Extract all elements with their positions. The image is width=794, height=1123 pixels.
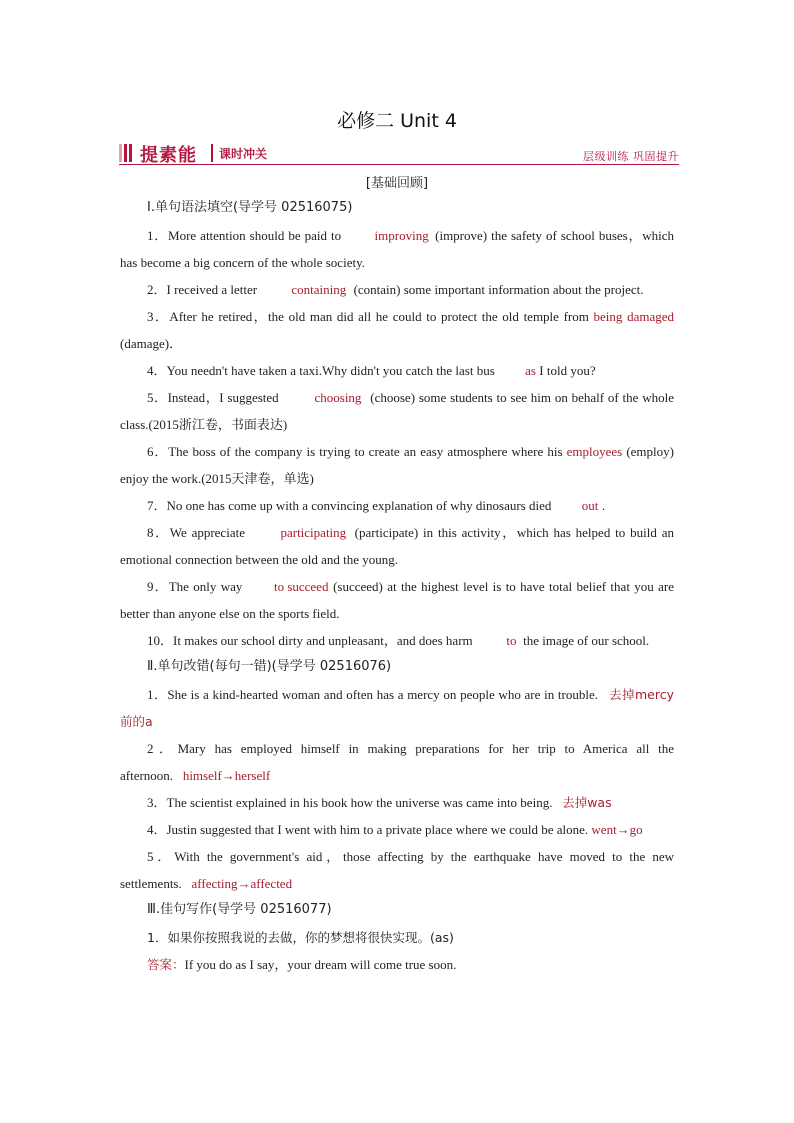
correction-answer: affecting→affected (191, 876, 293, 891)
part1-question-2: 2．I received a letter containing (contain) some important information about the project. (120, 276, 674, 303)
part2-question-3: 3．The scientist explained in his book how the universe was came into being. 去掉was (147, 795, 612, 810)
banner-right-label: 层级训练 巩固提升 (583, 150, 679, 163)
correction-answer: himself→herself (182, 768, 271, 783)
answer-blank: participating (280, 525, 347, 540)
part1-question-4: 4．You needn't have taken a taxi.Why didn't you catch the last bus as I told you? (120, 357, 674, 384)
correction-answer: 去掉was (562, 795, 612, 810)
part2-question-2: 2．Mary has employed himself in making preparations for her trip to America all the afternoon. himself→herself (120, 741, 674, 783)
part1-question-8: 8．We appreciate participating (participate) in this activity，which has helped to build an emotional connection between the old and the young. (120, 519, 674, 573)
basic-review-heading: [基础回顾] (365, 176, 429, 191)
page-title: 必修二 Unit 4 (337, 110, 457, 132)
part2-question-5: 5．With the government's aid，those affecting by the earthquake have moved to the new settlements. affecting→affected (120, 849, 674, 891)
correction-answer: 去掉mercy前的a (120, 687, 674, 729)
part2-question-1: 1．She is a kind-hearted woman and often has a mercy on people who are in trouble. 去掉mercy前的a (120, 687, 674, 729)
answer-blank: to succeed (273, 579, 329, 594)
part3-question-1: 1．如果你按照我说的去做，你的梦想将很快实现。(as) (147, 930, 454, 945)
part3-answer-1: 答案：If you do as I say，your dream will come true soon. (147, 957, 457, 972)
part1-question-7: 7．No one has come up with a convincing explanation of why dinosaurs died out . (120, 492, 674, 519)
answer-blank: being damaged (593, 309, 674, 324)
part1-question-1: 1．More attention should be paid to improving (improve) the safety of school buses，which has become a big concern of the whole society. (120, 222, 674, 276)
part1-question-3: 3．After he retired，the old man did all he could to protect the old temple from being damaged (damage)． (120, 309, 674, 351)
answer-blank: as (525, 363, 536, 378)
answer-blank: to (506, 633, 517, 648)
banner-divider (211, 144, 213, 162)
part1-question-9: 9．The only way to succeed (succeed) at the highest level is to have total belief that you are better than anyone else on the sports field. (120, 573, 674, 627)
exercise-content (120, 174, 674, 978)
part1-heading: Ⅰ.单句语法填空(导学号 02516075) (147, 200, 353, 215)
part3-heading: Ⅲ.佳句写作(导学号 02516077) (147, 902, 332, 917)
answer-blank: containing (291, 282, 347, 297)
banner-main-label: 提素能 (140, 145, 197, 166)
answer-blank: improving (374, 228, 429, 243)
section-banner (119, 142, 679, 165)
banner-bars-decoration (119, 144, 134, 162)
banner-sub-label: 课时冲关 (219, 147, 268, 161)
part2-question-4: 4．Justin suggested that I went with him to a private place where we could be alone. went→go (147, 822, 643, 837)
answer-blank: employees (566, 444, 623, 459)
correction-answer: went→go (591, 822, 643, 837)
answer-blank: choosing (314, 390, 362, 405)
answer-label: 答案： (147, 957, 185, 972)
part2-heading: Ⅱ.单句改错(每句一错)(导学号 02516076) (147, 659, 392, 674)
part1-question-5: 5．Instead，I suggested choosing (choose) some students to see him on behalf of the whole class.(2015浙江卷，书面表达) (120, 384, 674, 438)
answer-blank: out (581, 498, 599, 513)
part1-question-10: 10．It makes our school dirty and unpleasant，and does harm to the image of our school. (120, 627, 674, 654)
part1-question-6: 6．The boss of the company is trying to create an easy atmosphere where his employees (employ) enjoy the work.(2015天津卷，单选) (120, 444, 674, 486)
